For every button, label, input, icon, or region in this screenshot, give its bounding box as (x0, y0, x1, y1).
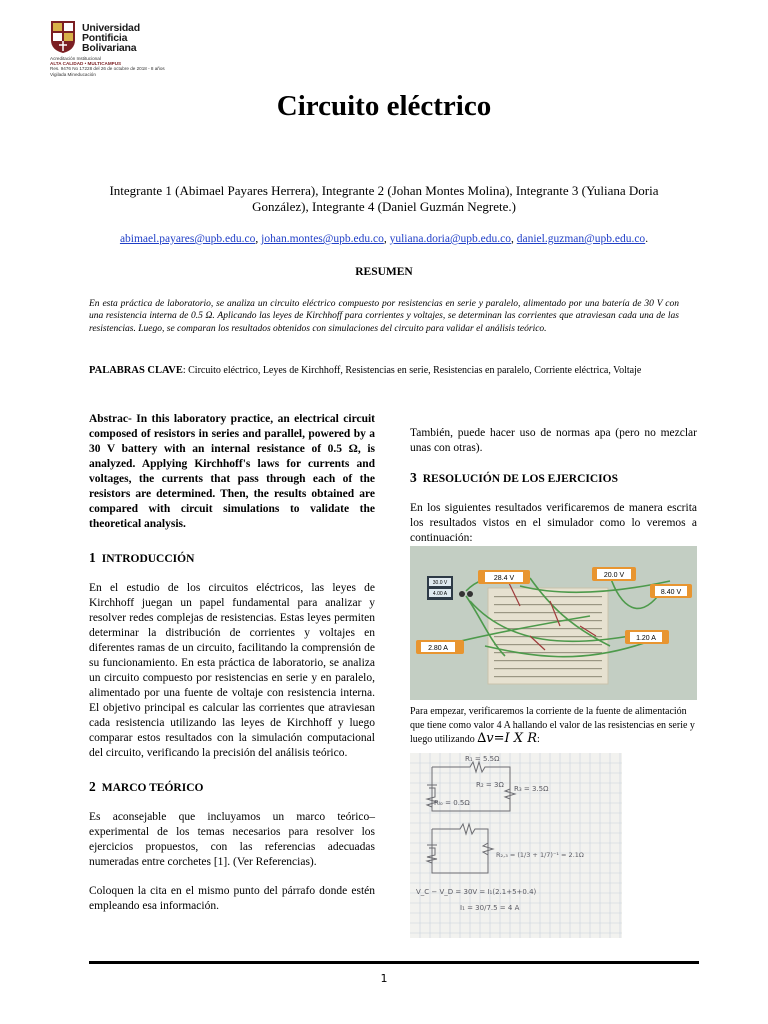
authors: Integrante 1 (Abimael Payares Herrera), Integrante 2 (Johan Montes Molina), Integrante 3 (Yuliana Doria González), Integrante 4 (Daniel Guzmán Negrete.) (109, 183, 659, 214)
email-link[interactable]: yuliana.doria@upb.edu.co (389, 233, 511, 245)
section-heading-resolucion: 3 RESOLUCIÓN DE LOS EJERCICIOS (410, 470, 618, 485)
logo-name (82, 23, 140, 53)
meter-readout: 8.40 V (660, 589, 682, 596)
ohm-law-formula: ∆v=I X R (477, 731, 537, 746)
email-list: abimael.payares@upb.edu.co, johan.montes@upb.edu.co, yuliana.doria@upb.edu.co, daniel.guzman@upb.edu.co. (119, 233, 649, 245)
handwritten-line: R₂ = 3Ω (476, 780, 504, 789)
accreditation-line: Acreditación Institucional (50, 56, 101, 61)
right-column (410, 412, 697, 938)
meter-readout: 1.20 A (636, 635, 656, 642)
keywords (89, 364, 679, 378)
meter-readout: 2.80 A (428, 645, 448, 652)
email-link[interactable]: daniel.guzman@upb.edu.co (516, 233, 646, 245)
paper-title: Circuito eléctrico (276, 90, 492, 122)
meter-readout: 28.4 V (493, 575, 515, 582)
abstract: Abstrac- In this laboratory practice, an electrical circuit composed of resistors in series and parallel, powered by a 30 V battery with an internal resistance of 0.5 Ω, is analyzed. Applying Kirchhoff's laws for currents and voltages, the currents that pass through each of the resistors are determined. Then, the results obtained are compared with circuit simulations to validate the theoretical analysis. (89, 413, 375, 530)
handwritten-line: Rₗₒ = 0.5Ω (434, 798, 470, 807)
left-column (89, 412, 375, 928)
shield-icon (50, 20, 76, 54)
keywords-label: PALABRAS CLAVE (89, 365, 183, 376)
handwritten-calculation-photo (410, 753, 622, 938)
email-link[interactable]: abimael.payares@upb.edu.co (119, 233, 256, 245)
logo-name-line: Pontificia (82, 32, 128, 44)
source-readout: 30.0 V (432, 580, 448, 586)
circuit-simulator-screenshot (410, 546, 697, 700)
handwritten-line: R₁ = 5.5Ω (465, 754, 500, 763)
source-readout: 4.00 A (432, 591, 448, 597)
footer-rule (89, 961, 699, 964)
logo-name-line: Bolivariana (82, 42, 137, 54)
accreditation-line: Vigilada Mineducación (50, 71, 96, 77)
handwritten-line: V_C − V_D = 30V = I₁(2.1+5+0.4) (416, 887, 537, 896)
resumen-text: En esta práctica de laboratorio, se analiza un circuito eléctrico compuesto por resistencias en serie y paralelo, alimentado por una batería de 30 V con una resistencia interna de 0.5 Ω. Aplicando las leyes de Kirchhoff para corrientes y voltajes, se determinan las corrientes que atraviesan cada una de las resistencias. Luego, se comparan los resultados obtenidos con simulaciones del circuito para validar el análisis teórico. (89, 299, 679, 334)
logo-name-line: Universidad (82, 22, 140, 34)
handwritten-line: R₂,₃ = (1/3 + 1/7)⁻¹ = 2.1Ω (496, 850, 584, 859)
section-heading-marco: 2 MARCO TEÓRICO (89, 779, 204, 794)
marco-paragraph: Coloquen la cita en el mismo punto del párrafo donde estén empleando esa información. (89, 885, 375, 912)
resolucion-paragraph: En los siguientes resultados verificaremos de manera escrita los resultados vistos en el simulador como lo veremos a continuación: (410, 502, 697, 544)
keywords-list: : Circuito eléctrico, Leyes de Kirchhoff, Resistencias en serie, Resistencias en paralelo, Corriente eléctrica, Voltaje (182, 365, 642, 376)
marco-paragraph: Es aconsejable que incluyamos un marco teórico–experimental de los temas necesarios para resolver los ejercicios propuestos, con las referencias adecuadas numeradas entre corchetes [1]. (Ver Referencias). (89, 811, 375, 868)
handwritten-line: R₃ = 3.5Ω (514, 784, 549, 793)
accreditation-line: ALTA CALIDAD • MULTICAMPUS (50, 61, 122, 67)
university-logo (46, 18, 165, 86)
section-heading-intro: 1 INTRODUCCIÓN (89, 550, 195, 565)
handwritten-line: I₁ = 30/7.5 = 4 A (460, 903, 520, 912)
accreditation-text (50, 56, 165, 77)
email-link[interactable]: johan.montes@upb.edu.co (261, 233, 384, 245)
accreditation-line: Res. 9476 No 17228 del 26 de octubre de 2018 - 8 años (50, 66, 165, 72)
normas-paragraph: También, puede hacer uso de normas apa (pero no mezclar unas con otras). (410, 427, 697, 454)
resumen-heading: RESUMEN (355, 266, 413, 278)
intro-paragraph: En el estudio de los circuitos eléctricos, las leyes de Kirchhoff juegan un papel fundamental para analizar y resolver redes complejas de resistencias. Estas leyes permiten determinar la distribución de corrientes y voltajes en diferentes ramas de un circuito, facilitando la comprensión de su funcionamiento. En esta práctica de laboratorio, se analiza un circuito compuesto por resistencias en serie y en paralelo, alimentado por una fuente de voltaje con resistencia interna. El objetivo principal es calcular las corrientes que atraviesan cada resistencia utilizando las leyes de Kirchhoff y luego comparar estos resultados con la simulación computacional del circuito, verificando la precisión del análisis teórico. (89, 582, 375, 759)
figure-caption: Para empezar, verificaremos la corriente de la fuente de alimentación que tiene como valor 4 A hallando el valor de las resistencias en serie y luego utilizando ∆v=I X R: (410, 706, 695, 746)
page-number: 1 (380, 972, 388, 985)
meter-readout: 20.0 V (603, 572, 625, 579)
